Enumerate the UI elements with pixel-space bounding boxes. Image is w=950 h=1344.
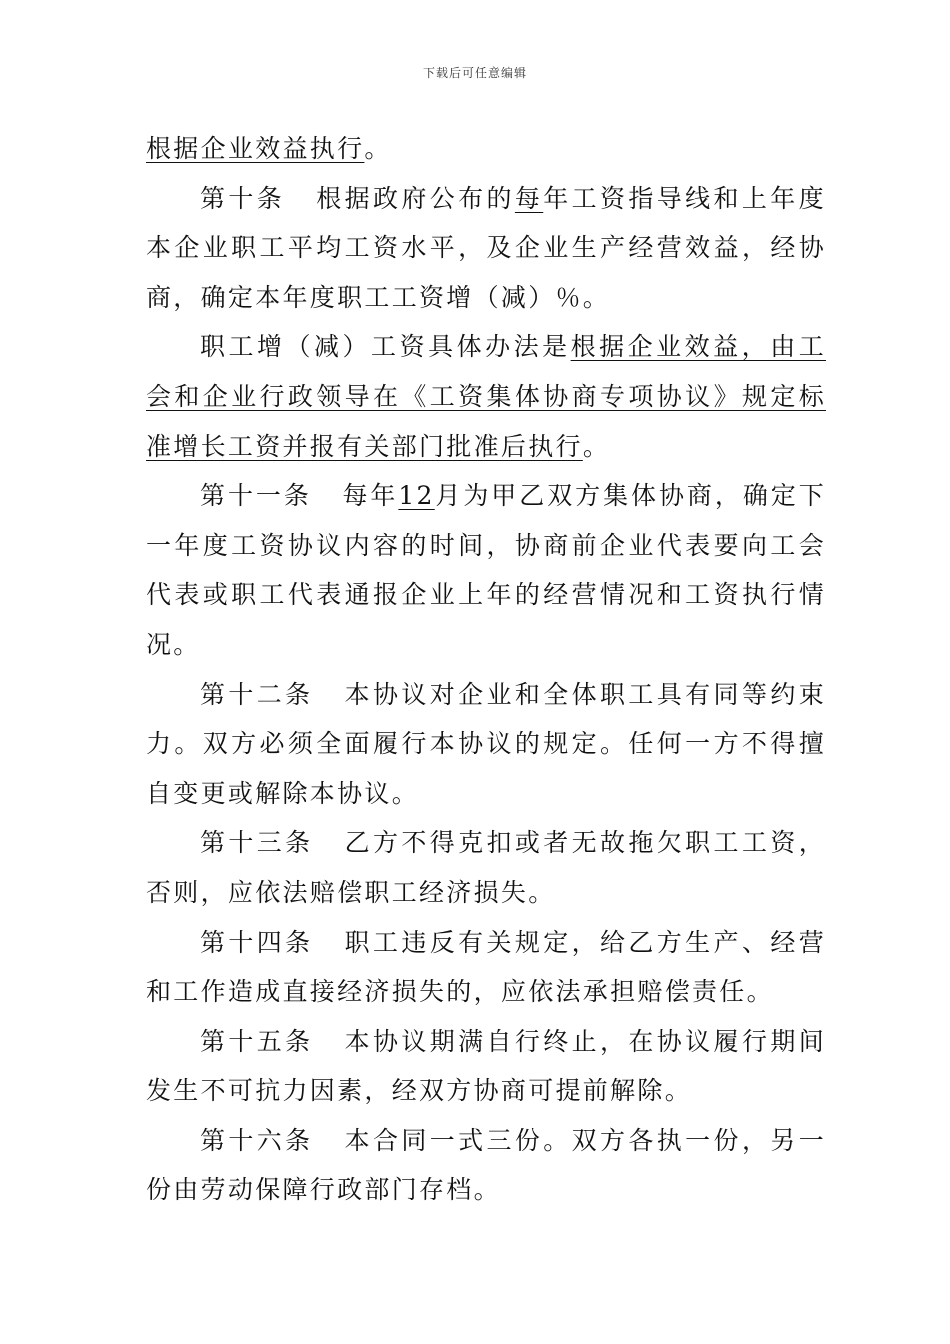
underlined-text: 根据企业效益，由工会和企业行政领导在《工资集体协商专项协议》规定标准增长工资并报有关部门批准后执行 [146,332,826,461]
article-text: 本合同一式三份。双方各执一份，另一份由劳动保障行政部门存档。 [146,1125,826,1205]
article-14 [146,918,826,1017]
article-number: 第十三条 [200,828,314,858]
article-number: 第十一条 [200,481,312,511]
underlined-text: 每 [514,183,544,213]
article-text: 本协议期满自行终止，在协议履行期间发生不可抗力因素，经双方协商可提前解除。 [146,1026,826,1106]
article-number: 第十五条 [200,1026,314,1056]
article-number: 第十条 [200,183,286,213]
paragraph-end: 。 [582,431,611,461]
article-text: 根据政府公布的 [315,183,515,213]
article-number: 第十二条 [200,679,314,709]
article-text: 月为甲乙双方集体协商，确定下一年度工资协议内容的时间，协商前企业代表要向工会代表或职工代表通报企业上年的经营情况和工资执行情况。 [146,481,827,659]
paragraph-end: 。 [364,134,392,163]
article-text: 职工增（减）工资具体办法是 [200,332,571,362]
underlined-text: 根据企业效益执行 [146,134,365,163]
article-11 [146,471,826,669]
page-header: 下载后可任意编辑 [422,66,527,80]
article-text: 每年 [341,481,399,511]
document-body [146,124,826,1215]
paragraph-continuation [146,124,826,174]
article-text: 职工违反有关规定，给乙方生产、经营和工作造成直接经济损失的，应依法承担赔偿责任。 [146,927,826,1007]
article-text: 本协议对企业和全体职工具有同等约束力。双方必须全面履行本协议的规定。任何一方不得擅自变更或解除本协议。 [146,679,826,808]
article-text: 乙方不得克扣或者无故拖欠职工工资，否则，应依法赔偿职工经济损失。 [146,828,826,907]
article-number: 第十六条 [200,1125,314,1155]
article-12 [146,670,826,819]
article-13 [146,818,826,917]
article-15 [146,1017,826,1116]
article-10-paragraph-2 [146,322,826,471]
article-10 [146,174,826,323]
article-number: 第十四条 [200,927,314,957]
article-text: 年工资指导线和上年度本企业职工平均工资水平，及企业生产经营效益，经协商，确定本年度职工工资增（减）％。 [146,183,826,312]
underlined-text: 12 [398,481,435,511]
article-16 [146,1116,826,1215]
